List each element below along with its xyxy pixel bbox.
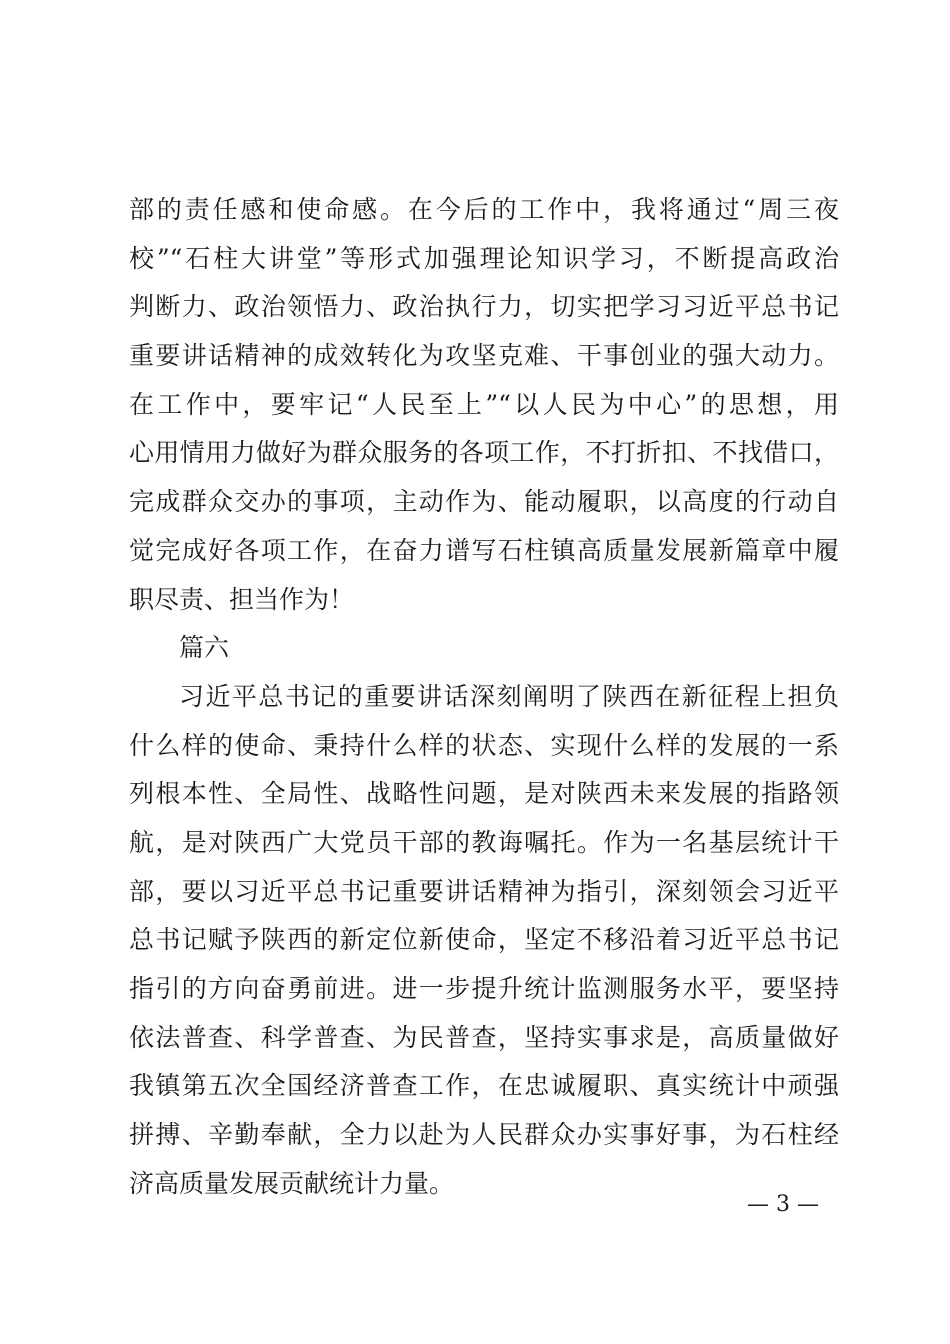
text-line: 什么样的使命、秉持什么样的状态、实现什么样的发展的一系: [129, 730, 839, 760]
text-line: 判断力、政治领悟力、政治执行力，切实把学习习近平总书记: [129, 292, 839, 322]
text-line: 习近平总书记的重要讲话深刻阐明了陕西在新征程上担负: [179, 681, 839, 711]
text-line: 总书记赋予陕西的新定位新使命，坚定不移沿着习近平总书记: [129, 925, 839, 955]
section-heading: 篇六: [179, 633, 230, 663]
text-line: 在工作中，要牢记“人民至上”“以人民为中心”的思想，用: [129, 389, 839, 419]
text-line: 职尽责、担当作为！: [129, 584, 355, 614]
text-line: 部的责任感和使命感。在今后的工作中，我将通过“周三夜: [129, 195, 839, 224]
text-line: 完成群众交办的事项，主动作为、能动履职，以高度的行动自: [129, 487, 839, 517]
document-body: [129, 186, 839, 1208]
page-number: — 3 —: [747, 1192, 819, 1217]
text-line: 拼搏、辛勤奉献，全力以赴为人民群众办实事好事，为石柱经: [129, 1120, 839, 1150]
text-line: 校”“石柱大讲堂”等形式加强理论知识学习，不断提高政治: [129, 243, 839, 273]
text-line: 我镇第五次全国经济普查工作，在忠诚履职、真实统计中顽强: [129, 1071, 839, 1101]
text-line: 觉完成好各项工作，在奋力谱写石柱镇高质量发展新篇章中履: [129, 535, 839, 565]
text-line: 指引的方向奋勇前进。进一步提升统计监测服务水平，要坚持: [129, 974, 839, 1003]
text-line: 航，是对陕西广大党员干部的教诲嘱托。作为一名基层统计干: [129, 827, 839, 857]
text-line: 依法普查、科学普查、为民普查，坚持实事求是，高质量做好: [129, 1022, 839, 1052]
text-line: 列根本性、全局性、战略性问题，是对陕西未来发展的指路领: [129, 779, 839, 809]
text-line: 部，要以习近平总书记重要讲话精神为指引，深刻领会习近平: [129, 876, 839, 906]
text-line: 重要讲话精神的成效转化为攻坚克难、干事创业的强大动力。: [129, 341, 839, 371]
text-line: 济高质量发展贡献统计力量。: [129, 1168, 455, 1198]
text-line: 心用情用力做好为群众服务的各项工作，不打折扣、不找借口，: [129, 438, 839, 468]
